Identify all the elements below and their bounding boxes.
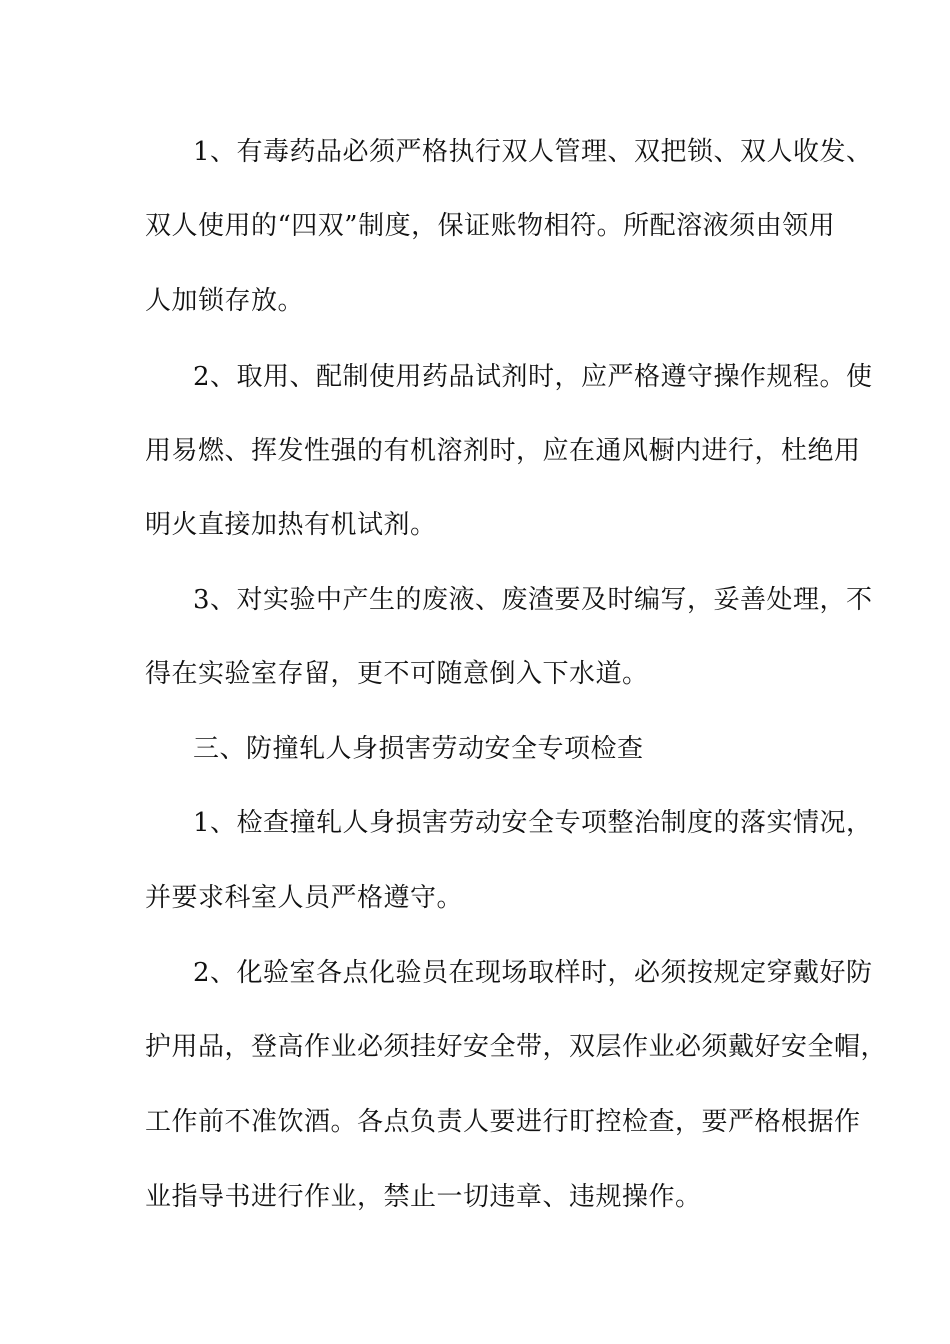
paragraph-2-line-2: 用易燃、挥发性强的有机溶剂时，应在通风橱内进行，杜绝用 xyxy=(145,436,861,466)
paragraph-1-line-2: 双人使用的“四双”制度，保证账物相符。所配溶液须由领用 xyxy=(145,211,836,241)
paragraph-3-line-1: 3、对实验中产生的废液、废渣要及时编写，妥善处理，不 xyxy=(193,585,873,615)
paragraph-4-line-2: 并要求科室人员严格遵守。 xyxy=(145,883,464,913)
paragraph-2-line-3: 明火直接加热有机试剂。 xyxy=(145,510,437,540)
paragraph-5-line-1: 2、化验室各点化验员在现场取样时，必须按规定穿戴好防 xyxy=(193,958,873,988)
paragraph-4-line-1: 1、检查撞轧人身损害劳动安全专项整治制度的落实情况， xyxy=(193,808,873,838)
paragraph-3-line-2: 得在实验室存留，更不可随意倒入下水道。 xyxy=(145,659,649,689)
paragraph-1-line-1: 1、有毒药品必须严格执行双人管理、双把锁、双人收发、 xyxy=(193,137,873,167)
paragraph-1-line-3: 人加锁存放。 xyxy=(145,286,305,316)
paragraph-2-line-1: 2、取用、配制使用药品试剂时，应严格遵守操作规程。使 xyxy=(193,362,873,392)
paragraph-5-line-2: 护用品，登高作业必须挂好安全带，双层作业必须戴好安全帽， xyxy=(145,1032,888,1062)
paragraph-5-line-4: 业指导书进行作业，禁止一切违章、违规操作。 xyxy=(145,1182,702,1212)
paragraph-5-line-3: 工作前不准饮酒。各点负责人要进行盯控检查，要严格根据作 xyxy=(145,1107,861,1137)
section-heading: 三、防撞轧人身损害劳动安全专项检查 xyxy=(193,734,644,764)
